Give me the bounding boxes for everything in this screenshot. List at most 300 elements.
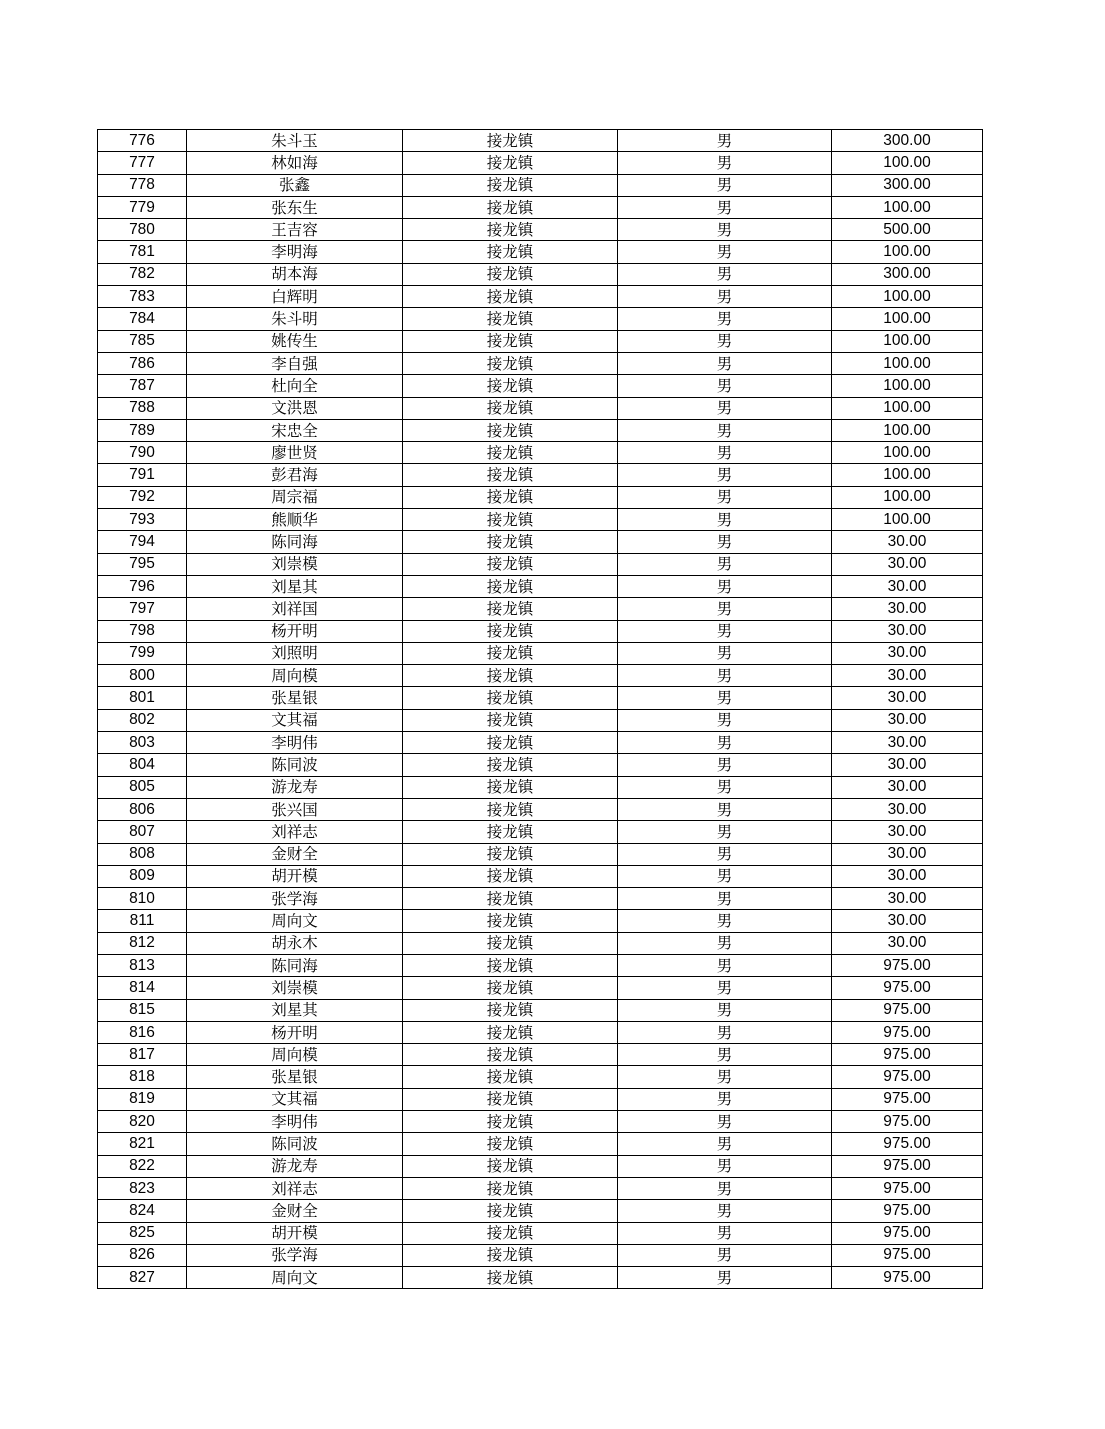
town-cell: 接龙镇	[403, 865, 618, 887]
gender-cell: 男	[618, 442, 832, 464]
amount-cell: 975.00	[832, 999, 983, 1021]
name-cell: 李明伟	[187, 732, 403, 754]
town-cell: 接龙镇	[403, 1111, 618, 1133]
name-cell: 杨开明	[187, 1021, 403, 1043]
table-row	[98, 575, 983, 597]
gender-cell: 男	[618, 509, 832, 531]
town-cell: 接龙镇	[403, 1267, 618, 1289]
town-cell: 接龙镇	[403, 821, 618, 843]
town-cell: 接龙镇	[403, 932, 618, 954]
table-row	[98, 397, 983, 419]
town-cell: 接龙镇	[403, 352, 618, 374]
town-cell: 接龙镇	[403, 531, 618, 553]
row-number-cell: 804	[98, 754, 187, 776]
amount-cell: 30.00	[832, 665, 983, 687]
table-row	[98, 1267, 983, 1289]
town-cell: 接龙镇	[403, 1044, 618, 1066]
amount-cell: 30.00	[832, 620, 983, 642]
gender-cell: 男	[618, 1267, 832, 1289]
row-number-cell: 811	[98, 910, 187, 932]
table-body	[98, 130, 983, 1289]
row-number-cell: 784	[98, 308, 187, 330]
name-cell: 姚传生	[187, 330, 403, 352]
town-cell: 接龙镇	[403, 286, 618, 308]
gender-cell: 男	[618, 865, 832, 887]
name-cell: 陈同波	[187, 754, 403, 776]
town-cell: 接龙镇	[403, 1088, 618, 1110]
row-number-cell: 827	[98, 1267, 187, 1289]
amount-cell: 30.00	[832, 687, 983, 709]
gender-cell: 男	[618, 1133, 832, 1155]
table-row	[98, 352, 983, 374]
table-row	[98, 1088, 983, 1110]
row-number-cell: 788	[98, 397, 187, 419]
name-cell: 刘星其	[187, 575, 403, 597]
gender-cell: 男	[618, 598, 832, 620]
amount-cell: 500.00	[832, 219, 983, 241]
gender-cell: 男	[618, 1066, 832, 1088]
amount-cell: 100.00	[832, 442, 983, 464]
gender-cell: 男	[618, 130, 832, 152]
amount-cell: 30.00	[832, 798, 983, 820]
row-number-cell: 795	[98, 553, 187, 575]
amount-cell: 30.00	[832, 754, 983, 776]
amount-cell: 100.00	[832, 509, 983, 531]
table-row	[98, 977, 983, 999]
town-cell: 接龙镇	[403, 620, 618, 642]
table-row	[98, 598, 983, 620]
amount-cell: 975.00	[832, 954, 983, 976]
gender-cell: 男	[618, 709, 832, 731]
table-row	[98, 1111, 983, 1133]
table-row	[98, 821, 983, 843]
row-number-cell: 823	[98, 1177, 187, 1199]
town-cell: 接龙镇	[403, 999, 618, 1021]
gender-cell: 男	[618, 308, 832, 330]
table-row	[98, 1200, 983, 1222]
gender-cell: 男	[618, 464, 832, 486]
amount-cell: 100.00	[832, 286, 983, 308]
row-number-cell: 776	[98, 130, 187, 152]
town-cell: 接龙镇	[403, 687, 618, 709]
gender-cell: 男	[618, 531, 832, 553]
gender-cell: 男	[618, 687, 832, 709]
table-row	[98, 375, 983, 397]
amount-cell: 100.00	[832, 486, 983, 508]
data-table	[97, 129, 983, 1289]
name-cell: 朱斗明	[187, 308, 403, 330]
amount-cell: 100.00	[832, 308, 983, 330]
town-cell: 接龙镇	[403, 1066, 618, 1088]
table-row	[98, 709, 983, 731]
town-cell: 接龙镇	[403, 954, 618, 976]
amount-cell: 100.00	[832, 464, 983, 486]
table-row	[98, 486, 983, 508]
table-row	[98, 442, 983, 464]
name-cell: 周向模	[187, 665, 403, 687]
table-row	[98, 286, 983, 308]
table-row	[98, 330, 983, 352]
gender-cell: 男	[618, 1244, 832, 1266]
row-number-cell: 816	[98, 1021, 187, 1043]
table-row	[98, 888, 983, 910]
table-row	[98, 1133, 983, 1155]
row-number-cell: 806	[98, 798, 187, 820]
gender-cell: 男	[618, 821, 832, 843]
town-cell: 接龙镇	[403, 665, 618, 687]
amount-cell: 975.00	[832, 1088, 983, 1110]
row-number-cell: 807	[98, 821, 187, 843]
name-cell: 文其福	[187, 1088, 403, 1110]
gender-cell: 男	[618, 798, 832, 820]
row-number-cell: 820	[98, 1111, 187, 1133]
table-row	[98, 219, 983, 241]
name-cell: 周向文	[187, 1267, 403, 1289]
table-row	[98, 241, 983, 263]
amount-cell: 30.00	[832, 709, 983, 731]
name-cell: 游龙寿	[187, 1155, 403, 1177]
name-cell: 白辉明	[187, 286, 403, 308]
name-cell: 胡本海	[187, 263, 403, 285]
town-cell: 接龙镇	[403, 776, 618, 798]
name-cell: 周向文	[187, 910, 403, 932]
name-cell: 刘星其	[187, 999, 403, 1021]
table-row	[98, 553, 983, 575]
name-cell: 陈同波	[187, 1133, 403, 1155]
table-row	[98, 1155, 983, 1177]
gender-cell: 男	[618, 1155, 832, 1177]
name-cell: 彭君海	[187, 464, 403, 486]
gender-cell: 男	[618, 977, 832, 999]
town-cell: 接龙镇	[403, 330, 618, 352]
row-number-cell: 808	[98, 843, 187, 865]
gender-cell: 男	[618, 397, 832, 419]
table-row	[98, 1222, 983, 1244]
table-row	[98, 196, 983, 218]
gender-cell: 男	[618, 219, 832, 241]
table-row	[98, 754, 983, 776]
amount-cell: 30.00	[832, 776, 983, 798]
amount-cell: 100.00	[832, 330, 983, 352]
town-cell: 接龙镇	[403, 1200, 618, 1222]
name-cell: 张兴国	[187, 798, 403, 820]
row-number-cell: 814	[98, 977, 187, 999]
amount-cell: 30.00	[832, 598, 983, 620]
row-number-cell: 796	[98, 575, 187, 597]
table-row	[98, 419, 983, 441]
row-number-cell: 780	[98, 219, 187, 241]
table-row	[98, 1177, 983, 1199]
amount-cell: 30.00	[832, 553, 983, 575]
gender-cell: 男	[618, 196, 832, 218]
amount-cell: 100.00	[832, 152, 983, 174]
row-number-cell: 779	[98, 196, 187, 218]
table-row	[98, 798, 983, 820]
gender-cell: 男	[618, 375, 832, 397]
name-cell: 李明海	[187, 241, 403, 263]
row-number-cell: 813	[98, 954, 187, 976]
name-cell: 张学海	[187, 888, 403, 910]
amount-cell: 30.00	[832, 932, 983, 954]
amount-cell: 975.00	[832, 1177, 983, 1199]
town-cell: 接龙镇	[403, 977, 618, 999]
amount-cell: 300.00	[832, 130, 983, 152]
gender-cell: 男	[618, 843, 832, 865]
town-cell: 接龙镇	[403, 553, 618, 575]
amount-cell: 100.00	[832, 419, 983, 441]
row-number-cell: 791	[98, 464, 187, 486]
name-cell: 李明伟	[187, 1111, 403, 1133]
name-cell: 朱斗玉	[187, 130, 403, 152]
row-number-cell: 789	[98, 419, 187, 441]
name-cell: 文其福	[187, 709, 403, 731]
town-cell: 接龙镇	[403, 130, 618, 152]
row-number-cell: 777	[98, 152, 187, 174]
name-cell: 刘照明	[187, 642, 403, 664]
town-cell: 接龙镇	[403, 419, 618, 441]
name-cell: 林如海	[187, 152, 403, 174]
name-cell: 杜向全	[187, 375, 403, 397]
table-row	[98, 464, 983, 486]
row-number-cell: 817	[98, 1044, 187, 1066]
row-number-cell: 785	[98, 330, 187, 352]
table-row	[98, 865, 983, 887]
town-cell: 接龙镇	[403, 1021, 618, 1043]
table-row	[98, 531, 983, 553]
gender-cell: 男	[618, 932, 832, 954]
town-cell: 接龙镇	[403, 1222, 618, 1244]
amount-cell: 30.00	[832, 910, 983, 932]
name-cell: 文洪恩	[187, 397, 403, 419]
amount-cell: 975.00	[832, 1267, 983, 1289]
gender-cell: 男	[618, 1222, 832, 1244]
town-cell: 接龙镇	[403, 241, 618, 263]
amount-cell: 100.00	[832, 397, 983, 419]
name-cell: 宋忠全	[187, 419, 403, 441]
row-number-cell: 821	[98, 1133, 187, 1155]
gender-cell: 男	[618, 152, 832, 174]
town-cell: 接龙镇	[403, 397, 618, 419]
town-cell: 接龙镇	[403, 219, 618, 241]
gender-cell: 男	[618, 330, 832, 352]
town-cell: 接龙镇	[403, 1177, 618, 1199]
name-cell: 刘崇模	[187, 553, 403, 575]
amount-cell: 975.00	[832, 1021, 983, 1043]
amount-cell: 975.00	[832, 1244, 983, 1266]
name-cell: 刘祥国	[187, 598, 403, 620]
name-cell: 刘祥志	[187, 821, 403, 843]
row-number-cell: 786	[98, 352, 187, 374]
table-row	[98, 1244, 983, 1266]
table-row	[98, 1021, 983, 1043]
town-cell: 接龙镇	[403, 843, 618, 865]
row-number-cell: 801	[98, 687, 187, 709]
town-cell: 接龙镇	[403, 888, 618, 910]
table-row	[98, 732, 983, 754]
row-number-cell: 819	[98, 1088, 187, 1110]
town-cell: 接龙镇	[403, 754, 618, 776]
row-number-cell: 815	[98, 999, 187, 1021]
name-cell: 周向模	[187, 1044, 403, 1066]
gender-cell: 男	[618, 352, 832, 374]
table-row	[98, 1044, 983, 1066]
town-cell: 接龙镇	[403, 442, 618, 464]
table-row	[98, 642, 983, 664]
town-cell: 接龙镇	[403, 509, 618, 531]
gender-cell: 男	[618, 1044, 832, 1066]
row-number-cell: 809	[98, 865, 187, 887]
town-cell: 接龙镇	[403, 709, 618, 731]
town-cell: 接龙镇	[403, 1155, 618, 1177]
name-cell: 张鑫	[187, 174, 403, 196]
row-number-cell: 818	[98, 1066, 187, 1088]
amount-cell: 30.00	[832, 642, 983, 664]
table-row	[98, 910, 983, 932]
amount-cell: 300.00	[832, 263, 983, 285]
amount-cell: 300.00	[832, 174, 983, 196]
row-number-cell: 793	[98, 509, 187, 531]
gender-cell: 男	[618, 1200, 832, 1222]
gender-cell: 男	[618, 910, 832, 932]
amount-cell: 30.00	[832, 575, 983, 597]
name-cell: 胡永木	[187, 932, 403, 954]
name-cell: 李自强	[187, 352, 403, 374]
gender-cell: 男	[618, 1111, 832, 1133]
town-cell: 接龙镇	[403, 174, 618, 196]
town-cell: 接龙镇	[403, 1244, 618, 1266]
gender-cell: 男	[618, 665, 832, 687]
row-number-cell: 800	[98, 665, 187, 687]
town-cell: 接龙镇	[403, 263, 618, 285]
table-row	[98, 687, 983, 709]
row-number-cell: 790	[98, 442, 187, 464]
row-number-cell: 792	[98, 486, 187, 508]
name-cell: 周宗福	[187, 486, 403, 508]
row-number-cell: 797	[98, 598, 187, 620]
gender-cell: 男	[618, 553, 832, 575]
amount-cell: 975.00	[832, 1111, 983, 1133]
name-cell: 王吉容	[187, 219, 403, 241]
town-cell: 接龙镇	[403, 798, 618, 820]
row-number-cell: 799	[98, 642, 187, 664]
amount-cell: 30.00	[832, 732, 983, 754]
gender-cell: 男	[618, 263, 832, 285]
amount-cell: 975.00	[832, 1222, 983, 1244]
amount-cell: 100.00	[832, 196, 983, 218]
table-row	[98, 620, 983, 642]
gender-cell: 男	[618, 1021, 832, 1043]
row-number-cell: 802	[98, 709, 187, 731]
row-number-cell: 798	[98, 620, 187, 642]
gender-cell: 男	[618, 286, 832, 308]
town-cell: 接龙镇	[403, 732, 618, 754]
row-number-cell: 824	[98, 1200, 187, 1222]
name-cell: 张东生	[187, 196, 403, 218]
gender-cell: 男	[618, 954, 832, 976]
amount-cell: 975.00	[832, 1155, 983, 1177]
table-row	[98, 954, 983, 976]
amount-cell: 30.00	[832, 531, 983, 553]
table-row	[98, 932, 983, 954]
gender-cell: 男	[618, 1177, 832, 1199]
table-row	[98, 152, 983, 174]
town-cell: 接龙镇	[403, 598, 618, 620]
amount-cell: 975.00	[832, 977, 983, 999]
name-cell: 金财全	[187, 1200, 403, 1222]
row-number-cell: 783	[98, 286, 187, 308]
amount-cell: 975.00	[832, 1200, 983, 1222]
row-number-cell: 787	[98, 375, 187, 397]
name-cell: 杨开明	[187, 620, 403, 642]
row-number-cell: 805	[98, 776, 187, 798]
gender-cell: 男	[618, 888, 832, 910]
row-number-cell: 810	[98, 888, 187, 910]
amount-cell: 30.00	[832, 821, 983, 843]
amount-cell: 975.00	[832, 1133, 983, 1155]
name-cell: 张学海	[187, 1244, 403, 1266]
town-cell: 接龙镇	[403, 196, 618, 218]
row-number-cell: 782	[98, 263, 187, 285]
name-cell: 胡开模	[187, 1222, 403, 1244]
row-number-cell: 803	[98, 732, 187, 754]
row-number-cell: 825	[98, 1222, 187, 1244]
town-cell: 接龙镇	[403, 308, 618, 330]
town-cell: 接龙镇	[403, 375, 618, 397]
name-cell: 熊顺华	[187, 509, 403, 531]
town-cell: 接龙镇	[403, 642, 618, 664]
amount-cell: 100.00	[832, 241, 983, 263]
gender-cell: 男	[618, 732, 832, 754]
gender-cell: 男	[618, 754, 832, 776]
table-row	[98, 308, 983, 330]
row-number-cell: 826	[98, 1244, 187, 1266]
gender-cell: 男	[618, 999, 832, 1021]
gender-cell: 男	[618, 486, 832, 508]
table-row	[98, 1066, 983, 1088]
amount-cell: 975.00	[832, 1066, 983, 1088]
gender-cell: 男	[618, 241, 832, 263]
amount-cell: 30.00	[832, 888, 983, 910]
name-cell: 刘崇模	[187, 977, 403, 999]
amount-cell: 30.00	[832, 843, 983, 865]
name-cell: 张星银	[187, 1066, 403, 1088]
table-row	[98, 509, 983, 531]
name-cell: 陈同海	[187, 954, 403, 976]
amount-cell: 30.00	[832, 865, 983, 887]
town-cell: 接龙镇	[403, 464, 618, 486]
amount-cell: 100.00	[832, 375, 983, 397]
gender-cell: 男	[618, 419, 832, 441]
name-cell: 刘祥志	[187, 1177, 403, 1199]
row-number-cell: 822	[98, 1155, 187, 1177]
table-row	[98, 665, 983, 687]
name-cell: 胡开模	[187, 865, 403, 887]
row-number-cell: 812	[98, 932, 187, 954]
table-row	[98, 999, 983, 1021]
gender-cell: 男	[618, 620, 832, 642]
name-cell: 张星银	[187, 687, 403, 709]
town-cell: 接龙镇	[403, 486, 618, 508]
gender-cell: 男	[618, 1088, 832, 1110]
row-number-cell: 794	[98, 531, 187, 553]
name-cell: 金财全	[187, 843, 403, 865]
table-row	[98, 130, 983, 152]
gender-cell: 男	[618, 776, 832, 798]
table-row	[98, 776, 983, 798]
amount-cell: 975.00	[832, 1044, 983, 1066]
table-row	[98, 843, 983, 865]
gender-cell: 男	[618, 575, 832, 597]
